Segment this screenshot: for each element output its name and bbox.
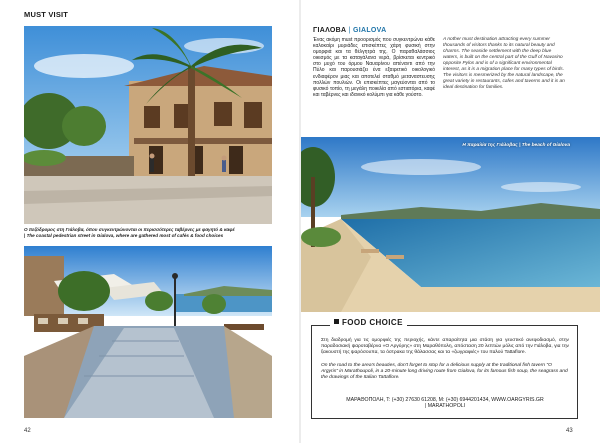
contact-line-1: ΜΑΡΑΘΟΠΟΛΗ, Τ: (+30) 27630 61208, Μ: (+30) 6944201434, WWW.OARGYRIS.GR (346, 397, 544, 403)
title-english: GIALOVA (352, 27, 387, 34)
food-choice-label (330, 318, 407, 327)
page-number-right: 43 (566, 428, 573, 434)
food-choice-contact (321, 397, 569, 410)
article-title (313, 27, 386, 34)
photo-caption-left (24, 227, 274, 238)
food-choice-english: On the road to the area's beauties, don't forget to stop for a delicious supply at the traditional fish tavern "O Argyris" in Marathoupoli, in a 20-minute long driving route from Gialova, for its famous fish soup, the seagrass and the drawings of the Italian Tattaflore. (321, 363, 568, 380)
caption-english: The coastal pedestrian street in Gialova, where are gathered most of cafés & food choices (26, 232, 224, 238)
square-bullet-icon (334, 319, 339, 324)
photo-gialova-beach (301, 137, 600, 312)
body-text-english: A nother must destination attracting every summer thousands of visitors thanks to its natural beauty and charms. The seaside settlement with the deep blue waters, is built on the central part of the Gulf of Navarino opposite Pylos and is of a significant environmental interest, as it is a migration place for many types of birds. The visitors is mesmerized by the natural landscape, the great variety in restaurants, cafes and taverns and it is an ideal destination for families. (443, 37, 565, 90)
title-greek: ΓΙΑΛΟΒΑ (313, 27, 347, 34)
photo-gialova-village-square (24, 26, 272, 224)
photo-caption-right: Η παραλία της Γιάλοβας | The beach of Gialova (462, 143, 570, 148)
caption-greek: Ο πεζόδρομος στη Γιάλοβα, όπου συγκεντρώνονται οι περισσότερες ταβέρνες με φαγητό & καφέ (24, 227, 235, 232)
food-choice-greek: Στη διαδρομή για τις ομορφιές της περιοχής, κάντε απαραίτητα μια στάση για γευστικό ανεφοδιασμό, στην παραδοσιακή ψαροταβέρνα «Ο Αργύρης» στη Μαραθόπολη, απόσταση 20 λεπτών μόλις από την Γιάλοβα, για την ξακουστή της ψαρόσουπα, τα όστρακα της θάλασσας και τα «ζωγραφιές» του Ιταλού Tattaflore. (321, 338, 569, 355)
title-separator: | (348, 27, 351, 34)
section-title: MUST VISIT (24, 10, 69, 19)
contact-line-2: | MARATHOPOLI (424, 403, 466, 410)
food-choice-heading: FOOD CHOICE (342, 318, 403, 327)
caption-english-prefix: | (24, 232, 27, 238)
body-text-greek: Ένας ακόμη must προορισμός που συγκεντρώνει κάθε καλοκαίρι μυριάδες επισκέπτες χάρη φυσική στην ομορφιά και τα θέλγητρά της. Ο παραθαλάσσιος οικισμός με τα καταγάλανα νερά, βρίσκεται κεντρικό στο μυχό του όρμου Ναυαρίνου απέναντι από την Πύλο και παρουσιάζει ένα εξαιρετικό οικολογικό ενδιαφέρον μιας και αποτελεί σταθμό μεταναστευσης πολλών πουλιών. Οι επισκέπτες μαγεύονται από το φυσικό τοπίο, τη μεγάλη ποικιλία από εστιατόρια, καφέ και ταβέρνες και ιδανικό κολύμπι για κάθε γούστο. (313, 37, 435, 98)
page-number-left: 42 (24, 428, 31, 434)
photo-pedestrian-street (24, 246, 272, 418)
